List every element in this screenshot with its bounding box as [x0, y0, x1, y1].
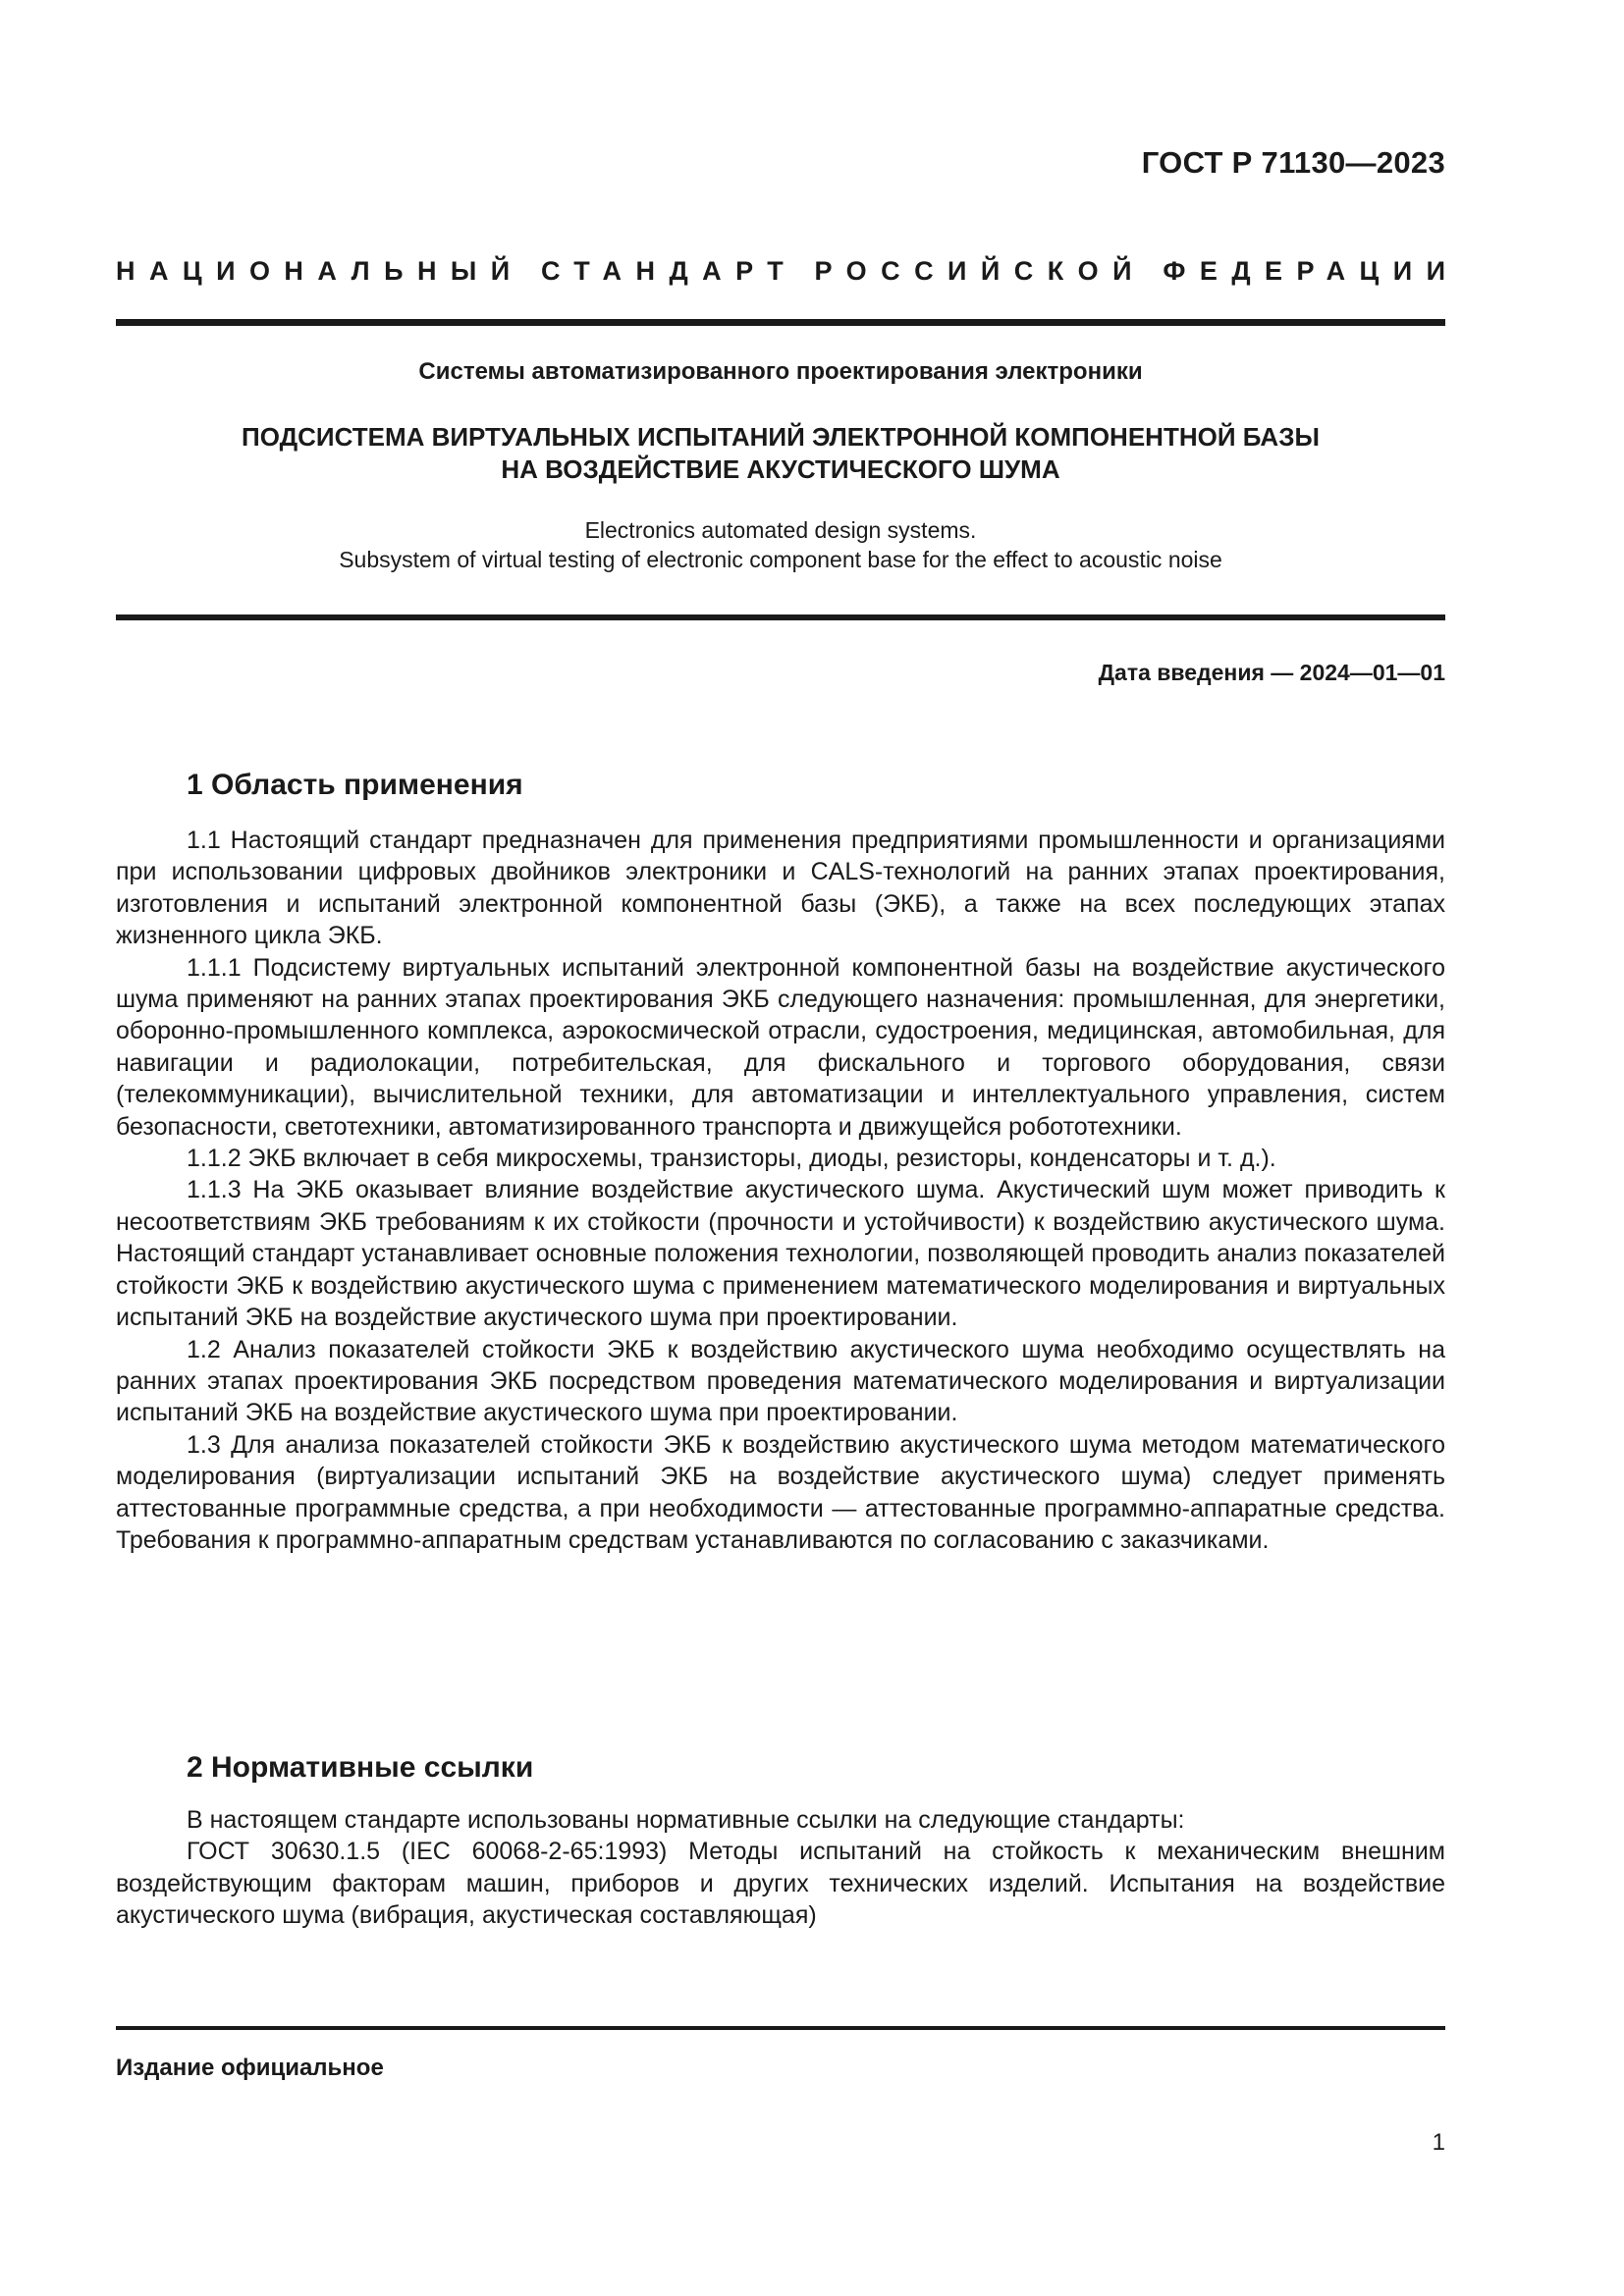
section-1-heading: 1 Область применения	[187, 769, 523, 801]
paragraph: 1.1.1 Подсистему виртуальных испытаний электронной компонентной базы на воздействие акустического шума применяют на ранних этапах проектирования ЭКБ следующего назначения: промышленная, для энергетики, оборонно-промышленного комплекса, аэрокосмической отрасли, судостроения, медицинская, автомобильная, для навигации и радиолокации, потребительская, для фискального и торгового оборудования, связи (телекоммуникации), вычислительной техники, для автоматизации и интеллектуального управления, систем безопасности, светотехники, автоматизированного транспорта и движущейся робототехники.	[116, 953, 1445, 1141]
paragraph: 1.1.3 На ЭКБ оказывает влияние воздействие акустического шума. Акустический шум может приводить к несоответствиям ЭКБ требованиям к их стойкости (прочности и устойчивости) к воздействию акустического шума. Настоящий стандарт устанавливает основные положения технологии, позволяющей проводить анализ показателей стойкости ЭКБ к воздействию акустического шума с применением математического моделирования и виртуальных испытаний ЭКБ на воздействие акустического шума при проектировании.	[116, 1176, 1445, 1332]
section-2-heading: 2 Нормативные ссылки	[187, 1751, 534, 1784]
paragraph: 1.3 Для анализа показателей стойкости ЭКБ к воздействию акустического шума методом математического моделирования (виртуализации испытаний ЭКБ на воздействие акустического шума) следует применять аттестованные программные средства, а при необходимости — аттестованные программно-аппаратные средства. Требования к программно-аппаратным средствам устанавливаются по согласованию с заказчиками.	[116, 1430, 1445, 1554]
official-edition-label: Издание официальное	[116, 2055, 384, 2081]
systems-title: Системы автоматизированного проектирования электроники	[418, 358, 1143, 385]
footer-divider	[116, 2026, 1445, 2030]
english-title-line: Electronics automated design systems.	[584, 517, 977, 543]
main-title	[116, 421, 1445, 486]
paragraph: 1.1.2 ЭКБ включает в себя микросхемы, транзисторы, диоды, резисторы, конденсаторы и т. д.).	[187, 1145, 1276, 1173]
banner-word: СТАНДАРТ	[541, 256, 798, 286]
title-divider	[116, 614, 1445, 620]
english-title-line: Subsystem of virtual testing of electronic component base for the effect to acoustic noise	[339, 547, 1222, 572]
main-title-line: НА ВОЗДЕЙСТВИЕ АКУСТИЧЕСКОГО ШУМА	[501, 454, 1060, 484]
banner-word: ФЕДЕРАЦИИ	[1163, 256, 1460, 286]
paragraph: В настоящем стандарте использованы нормативные ссылки на следующие стандарты:	[187, 1806, 1185, 1834]
page-number: 1	[1432, 2129, 1445, 2156]
top-divider	[116, 319, 1445, 326]
banner-word: РОССИЙСКОЙ	[814, 256, 1146, 286]
section-2-body	[116, 1804, 1445, 1932]
paragraph: 1.1 Настоящий стандарт предназначен для применения предприятиями промышленности и организациями при использовании цифровых двойников электроники и CALS-технологий на ранних этапах проектирования, изготовления и испытаний электронной компонентной базы (ЭКБ), а также на всех последующих этапах жизненного цикла ЭКБ.	[116, 827, 1445, 950]
document-page	[116, 0, 1460, 2296]
paragraph: ГОСТ 30630.1.5 (IEC 60068-2-65:1993) Методы испытаний на стойкость к механическим внешним воздействующим факторам машин, приборов и других технических изделий. Испытания на воздействие акустического шума (вибрация, акустическая составляющая)	[116, 1838, 1445, 1930]
section-1-body	[116, 825, 1445, 1556]
main-title-line: ПОДСИСТЕМА ВИРТУАЛЬНЫХ ИСПЫТАНИЙ ЭЛЕКТРОННОЙ КОМПОНЕНТНОЙ БАЗЫ	[242, 422, 1320, 452]
paragraph: 1.2 Анализ показателей стойкости ЭКБ к воздействию акустического шума необходимо осуществлять на ранних этапах проектирования ЭКБ посредством проведения математического моделирования и виртуализации испытаний ЭКБ на воздействие акустического шума при проектировании.	[116, 1335, 1445, 1427]
national-standard-banner	[116, 251, 1460, 291]
document-code: ГОСТ Р 71130—2023	[1141, 145, 1445, 180]
english-title	[116, 515, 1445, 574]
banner-word: НАЦИОНАЛЬНЫЙ	[116, 256, 524, 286]
introduction-date: Дата введения — 2024—01—01	[1098, 660, 1445, 685]
